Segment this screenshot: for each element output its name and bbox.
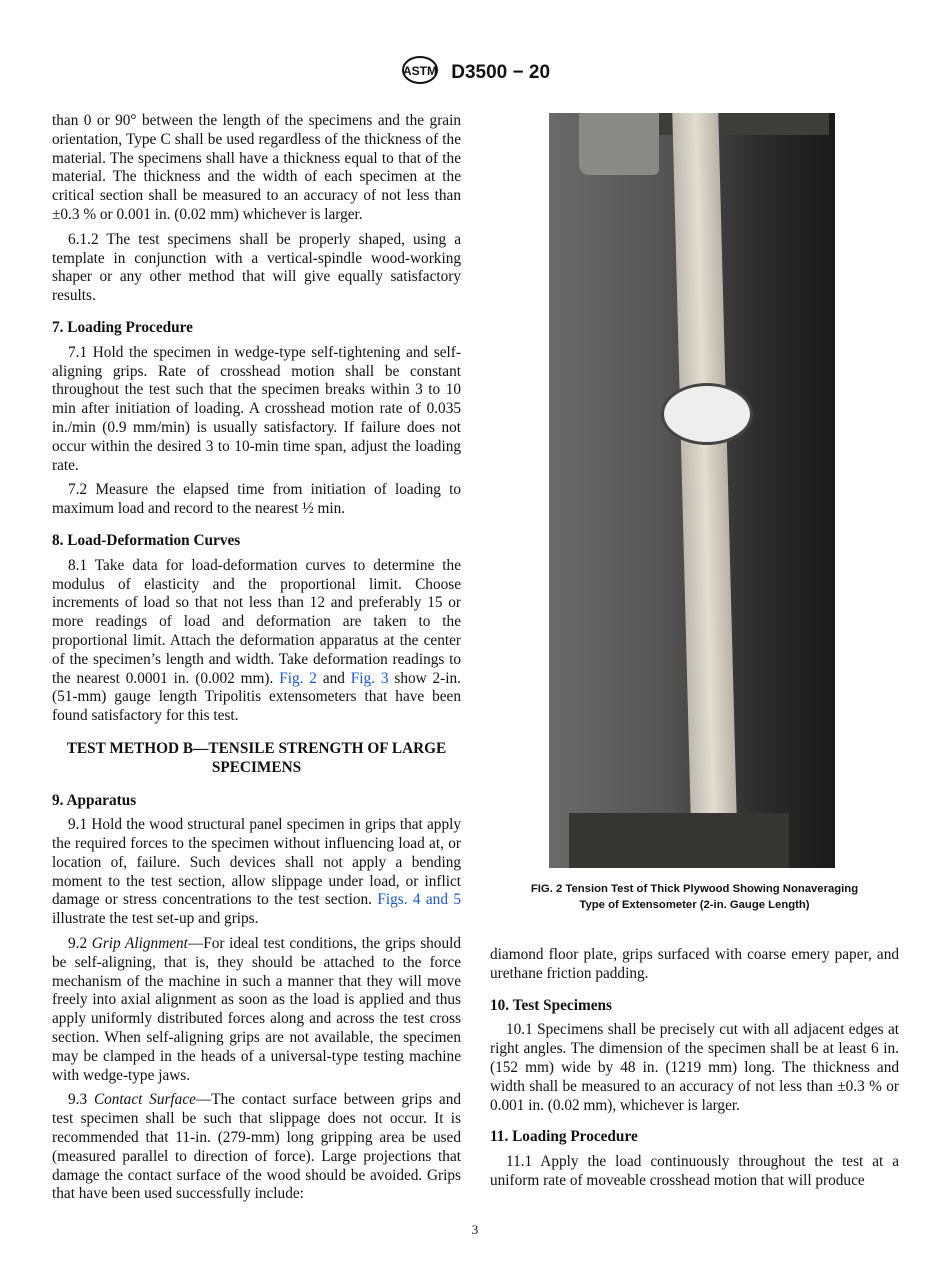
- caption-line: FIG. 2 Tension Test of Thick Plywood Showing Nonaveraging: [530, 883, 859, 895]
- paragraph-9-3: [52, 1091, 461, 1204]
- paragraph-6-1-2: 6.1.2 The test specimens shall be properly shaped, using a template in conjunction with a vertical-spindle wood-working shaper or any other method that will give equally satisfactory results.: [52, 230, 461, 305]
- figs-4-5-link[interactable]: Figs. 4 and 5: [377, 891, 461, 909]
- paragraph-8-1: [52, 557, 461, 726]
- plywood-specimen: [672, 113, 737, 855]
- figure-caption: [490, 882, 899, 913]
- caption-line: Type of Extensometer (2-in. Gauge Length): [579, 898, 810, 911]
- lower-grip: [569, 813, 789, 868]
- text: 9.3: [68, 1091, 94, 1109]
- section-heading-8: 8. Load-Deformation Curves: [52, 531, 241, 549]
- text: 9.1 Hold the wood structural panel specimen in grips that apply the required forces to the specimen without influencing load at, or location of, failure. Such devices shall not apply a bending moment to the test section, allow slippage under load, or inflict damage or stress concentrations to the test section.: [52, 816, 461, 909]
- text: illustrate the test set-up and grips.: [52, 910, 259, 928]
- paragraph: diamond floor plate, grips surfaced with coarse emery paper, and urethane friction padding.: [490, 946, 899, 982]
- text: —For ideal test conditions, the grips should be self-aligning, that is, they should be attached to the force mechanism of the machine in such a manner that they will move freely into axial alignment as soon as the load is applied and thus apply uniformly distributed forces along and across the test cross section. When self-aligning grips are not available, the specimen may be clamped in the heads of a universal-type testing machine with wedge-type jaws.: [52, 935, 461, 1084]
- method-b-heading: TEST METHOD B—TENSILE STRENGTH OF LARGE SPECIMENS: [66, 739, 447, 776]
- page-header: [0, 55, 950, 91]
- section-heading-10: 10. Test Specimens: [490, 996, 612, 1014]
- text: show 2-in. (51-mm) gauge length Tripolitis extensometers that have been found satisfactory for this test.: [52, 669, 462, 725]
- paragraph-10-1: 10.1 Specimens shall be precisely cut with all adjacent edges at right angles. The dimension of the specimen shall be at least 6 in. (152 mm) wide by 48 in. (1219 mm) long. The thickness and width shall be measured to an accuracy of not less than ±0.3 % or 0.001 in. (0.02 mm), whichever is larger.: [490, 1021, 899, 1114]
- upper-grip: [579, 113, 659, 175]
- paragraph-11-1: 11.1 Apply the load continuously throughout the test at a uniform rate of moveable crosshead motion that will produce: [490, 1153, 899, 1189]
- paragraph-7-2: 7.2 Measure the elapsed time from initiation of loading to maximum load and record to the nearest ½ min.: [52, 481, 461, 518]
- fig-3-link[interactable]: Fig. 3: [350, 669, 389, 687]
- page-number: 3: [471, 1222, 479, 1237]
- text: 8.1 Take data for load-deformation curves to determine the modulus of elasticity and the proportional limit. Choose increments of load so that not less than 12 and preferably 15 or more readings of load and deformation are taken to the proportional limit. Attach the deformation apparatus at the center of the specimen’s length and width. Take deformation readings to the nearest 0.0001 in. (0.002 mm).: [52, 556, 461, 687]
- astm-logo-icon: [400, 55, 440, 91]
- text: —The contact surface between grips and test specimen shall be such that slippage does not occur. It is recommended that 11-in. (279-mm) long gripping area be used (measured parallel to direction of force). Large projections that damage the contact surface of the wood should be avoided. Grips that have been used successfully include:: [52, 1091, 461, 1203]
- paragraph-9-1: [52, 816, 461, 929]
- fig-2-link[interactable]: Fig. 2: [279, 669, 317, 687]
- right-column: [490, 946, 899, 1197]
- svg-text:ASTM: ASTM: [402, 64, 437, 78]
- italic-term: Grip Alignment: [91, 935, 188, 953]
- paragraph-9-2: [52, 935, 461, 1085]
- text: and: [316, 669, 351, 687]
- figure-2-photo: [549, 113, 835, 868]
- italic-term: Contact Surface: [93, 1091, 196, 1109]
- dial-gauge-icon: [661, 383, 753, 445]
- paragraph-7-1: 7.1 Hold the specimen in wedge-type self-tightening and self-aligning grips. Rate of crosshead motion shall be constant throughout the test such that the specimen breaks within 3 to 10 min after initiation of loading. A crosshead motion rate of 0.035 in./min (0.9 mm/min) is usually satisfactory. If failure does not occur within the desired 3 to 10-min time span, adjust the loading rate.: [52, 343, 461, 474]
- designation: D3500 − 20: [451, 62, 551, 84]
- left-column: [52, 112, 461, 1210]
- paragraph: than 0 or 90° between the length of the specimens and the grain orientation, Type C shall be used regardless of the thickness of the material. The specimens shall have a thickness equal to that of the material. The thickness and the width of each specimen at the critical section shall be measured to an accuracy of not less than ±0.3 % or 0.001 in. (0.02 mm) whichever is larger.: [52, 112, 461, 223]
- section-heading-7: 7. Loading Procedure: [52, 318, 193, 336]
- text: 9.2: [68, 935, 92, 953]
- section-heading-9: 9. Apparatus: [52, 791, 137, 809]
- section-heading-11: 11. Loading Procedure: [490, 1128, 638, 1146]
